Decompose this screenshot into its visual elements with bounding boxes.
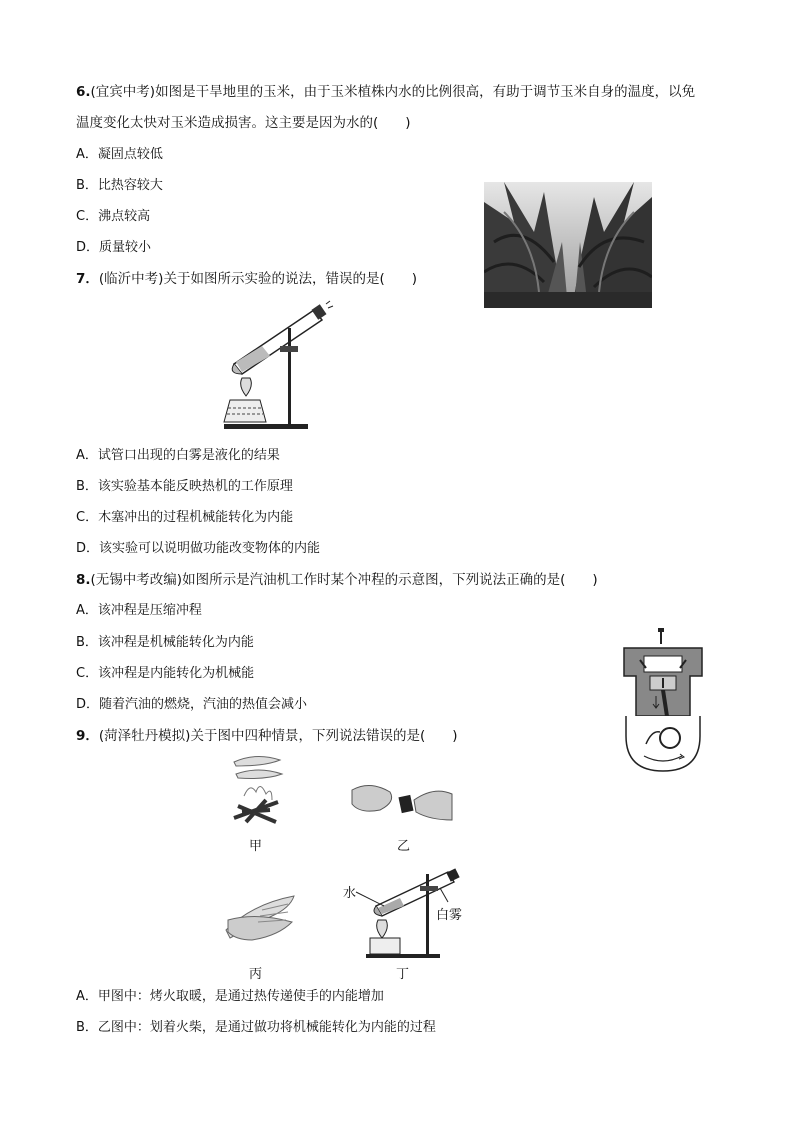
q7-source: (临沂中考) xyxy=(98,271,164,287)
q9-text: 关于图中四种情景，下列说法错误的是( ) xyxy=(190,728,458,744)
q6-number: 6. xyxy=(76,84,91,100)
caption-ding: 丁 xyxy=(396,967,410,982)
q9-number: 9． xyxy=(76,728,99,744)
q6-source: (宜宾中考) xyxy=(90,84,156,100)
q7-line xyxy=(76,269,417,289)
caption-bing: 丙 xyxy=(249,967,263,982)
q6-option-a[interactable]: A．凝固点较低 xyxy=(76,147,163,162)
q6-option-b[interactable]: B．比热容较大 xyxy=(76,178,163,193)
figure-yi-striking-match xyxy=(350,780,454,824)
caption-yi: 乙 xyxy=(397,839,411,854)
q7-option-a[interactable]: A．试管口出现的白雾是液化的结果 xyxy=(76,448,280,463)
caption-jia: 甲 xyxy=(249,839,263,854)
q8-option-b[interactable]: B．该冲程是机械能转化为内能 xyxy=(76,635,254,650)
q6-option-c[interactable]: C．沸点较高 xyxy=(76,209,151,224)
q9-line xyxy=(76,726,458,746)
q7-option-d[interactable]: D．该实验可以说明做功能改变物体的内能 xyxy=(76,541,321,556)
q8-number: 8. xyxy=(76,572,91,588)
figure-bing-rubbing-hands xyxy=(222,890,298,946)
q7-number: 7． xyxy=(76,271,99,287)
q7-text: 关于如图所示实验的说法，错误的是( ) xyxy=(163,271,417,287)
q8-text: 如图所示是汽油机工作时某个冲程的示意图，下列说法正确的是( ) xyxy=(182,572,598,588)
q8-option-a[interactable]: A．该冲程是压缩冲程 xyxy=(76,603,202,618)
figure-jia-warming-hands xyxy=(226,752,290,828)
q7-option-b[interactable]: B．该实验基本能反映热机的工作原理 xyxy=(76,479,293,494)
q8-line xyxy=(76,570,598,590)
q9-option-a[interactable]: A．甲图中：烤火取暖，是通过热传递使手的内能增加 xyxy=(76,989,384,1004)
q8-option-d[interactable]: D．随着汽油的燃烧，汽油的热值会减小 xyxy=(76,697,308,712)
test-tube-apparatus-diagram xyxy=(214,300,334,432)
q7-option-c[interactable]: C．木塞冲出的过程机械能转化为内能 xyxy=(76,510,294,525)
q9-source: (菏泽牡丹模拟) xyxy=(98,728,191,744)
engine-stroke-diagram xyxy=(616,626,710,776)
q6-line1 xyxy=(76,82,695,102)
label-water: 水 xyxy=(343,886,357,901)
q6-text-1: 如图是干旱地里的玉米，由于玉米植株内水的比例很高，有助于调节玉米自身的温度，以免 xyxy=(155,84,696,100)
corn-field-photo xyxy=(484,182,652,308)
q8-source: (无锡中考改编) xyxy=(90,572,183,588)
q9-option-b[interactable]: B．乙图中：划着火柴，是通过做功将机械能转化为内能的过程 xyxy=(76,1020,436,1035)
q6-option-d[interactable]: D．质量较小 xyxy=(76,240,152,255)
q6-line2: 温度变化太快对玉米造成损害。这主要是因为水的( ) xyxy=(76,115,411,131)
q8-option-c[interactable]: C．该冲程是内能转化为机械能 xyxy=(76,666,255,681)
label-white-fog: 白雾 xyxy=(436,908,463,923)
